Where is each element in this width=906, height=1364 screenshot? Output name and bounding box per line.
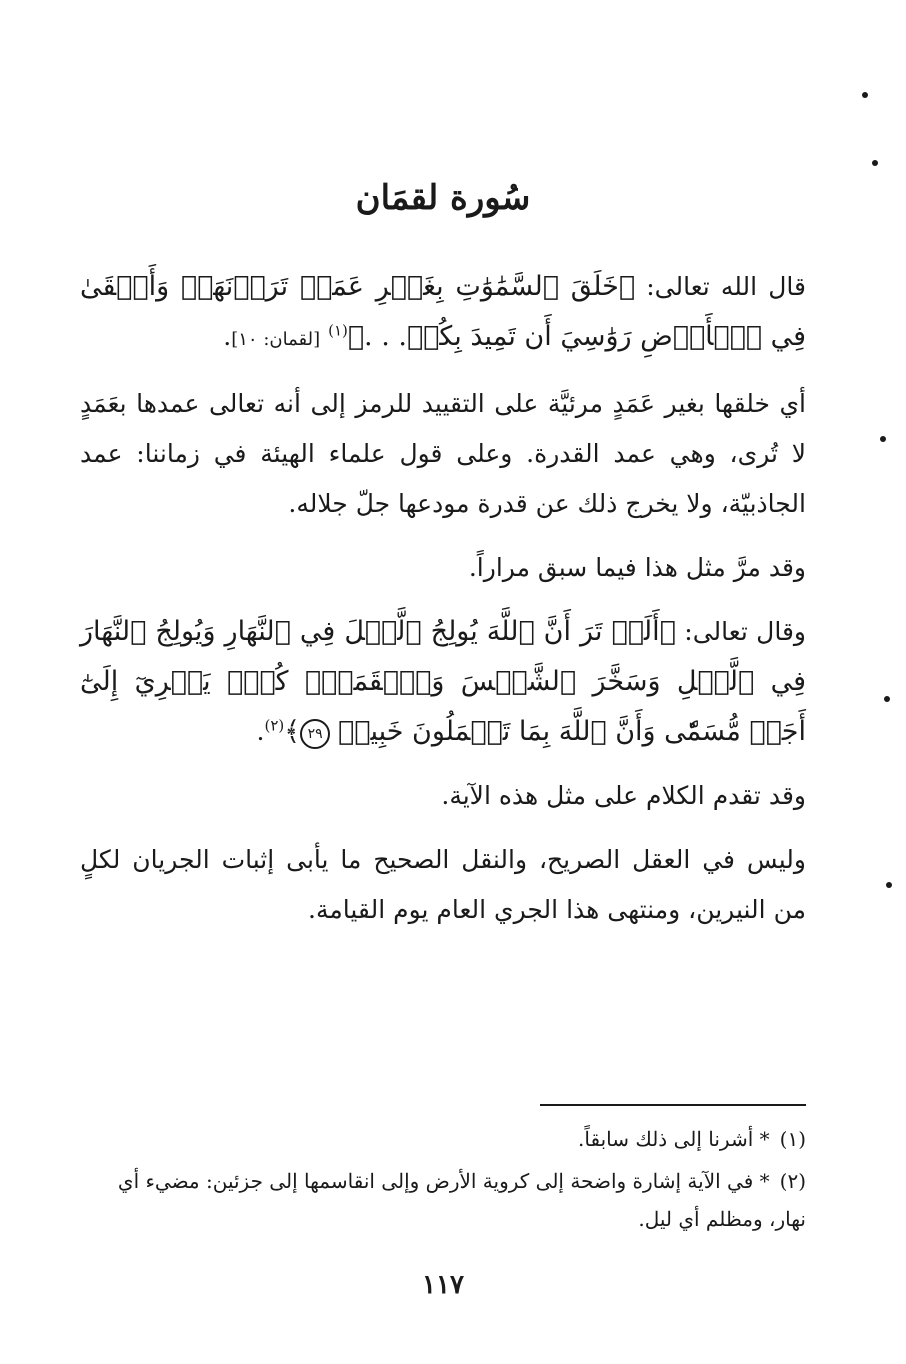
verse-intro: وقال تعالى: — [675, 617, 806, 646]
quran-verse: ﴿خَلَقَ ٱلسَّمَٰوَٰتِ بِغَيۡرِ عَمَدٖ تَرَوۡنَهَاۖ وَأَلۡقَىٰ فِي ٱلۡأَرۡضِ رَوَٰسِيَ أَن تَمِيدَ بِكُمۡ. . .﴾ — [80, 271, 806, 352]
footnote-divider — [540, 1104, 806, 1106]
footnote-text: * في الآية إشارة واضحة إلى كروية الأرض وإلى انقاسمها إلى جزئين: مضيء أي نهار، ومظلم أي ليل. — [117, 1169, 806, 1231]
paragraph: وقد مرَّ مثل هذا فيما سبق مراراً. — [468, 553, 806, 582]
main-text — [80, 262, 806, 949]
paragraph: وقد تقدم الكلام على مثل هذه الآية. — [441, 781, 806, 810]
verse-close-bracket: ﴾ — [284, 716, 301, 747]
footnote-number: (١) — [779, 1127, 806, 1151]
margin-mark — [862, 92, 868, 98]
footnote-item — [80, 1120, 806, 1158]
quran-verse: ﴿أَلَمۡ تَرَ أَنَّ ٱللَّهَ يُولِجُ ٱلَّيۡلَ فِي ٱلنَّهَارِ وَيُولِجُ ٱلنَّهَارَ فِي ٱلَّيۡلِ وَسَخَّرَ ٱلشَّمۡسَ وَٱلۡقَمَرَۖ كُلّٞ يَجۡرِيٓ إِلَىٰٓ أَجَلٖ مُّسَمّٗى وَأَنَّ ٱللَّهَ بِمَا تَعۡمَلُونَ خَبِيرٞ — [80, 616, 806, 747]
ayah-number-marker: ٢٩ — [300, 719, 330, 749]
footnote-item — [80, 1162, 806, 1238]
paragraph-end: . — [223, 322, 232, 351]
margin-mark — [884, 696, 890, 702]
margin-mark — [872, 160, 878, 166]
paragraph-verse-1 — [80, 262, 806, 365]
footnote-ref[interactable]: (١) — [328, 321, 348, 340]
verse-intro: قال الله تعالى: — [635, 272, 806, 301]
page-number: ١١٧ — [422, 1270, 464, 1300]
page-title: سُورة لقمَان — [355, 178, 531, 218]
surah-reference: [لقمان: ١٠] — [231, 329, 321, 350]
book-page — [80, 0, 806, 1364]
footnotes — [80, 1120, 806, 1242]
paragraph-verse-2 — [80, 607, 806, 757]
footnote-ref[interactable]: (٢) — [264, 716, 285, 735]
margin-mark — [886, 882, 892, 888]
footnote-text: * أشرنا إلى ذلك سابقاً. — [578, 1127, 770, 1151]
margin-mark — [880, 436, 886, 442]
paragraph: أي خلقها بغير عَمَدٍ مرئيَّة على التقييد للرمز إلى أنه تعالى عمدها بعَمَدٍ لا تُرى، وهي عمد القدرة. وعلى قول علماء الهيئة في زماننا: عمد الجاذبيّة، ولا يخرج ذلك عن قدرة مودعها جلّ جلاله. — [80, 389, 806, 518]
paragraph-end: . — [256, 717, 265, 746]
paragraph: وليس في العقل الصريح، والنقل الصحيح ما يأبى إثبات الجريان لكلٍ من النيرين، ومنتهى هذا الجري العام يوم القيامة. — [80, 845, 806, 924]
footnote-number: (٢) — [779, 1169, 806, 1193]
